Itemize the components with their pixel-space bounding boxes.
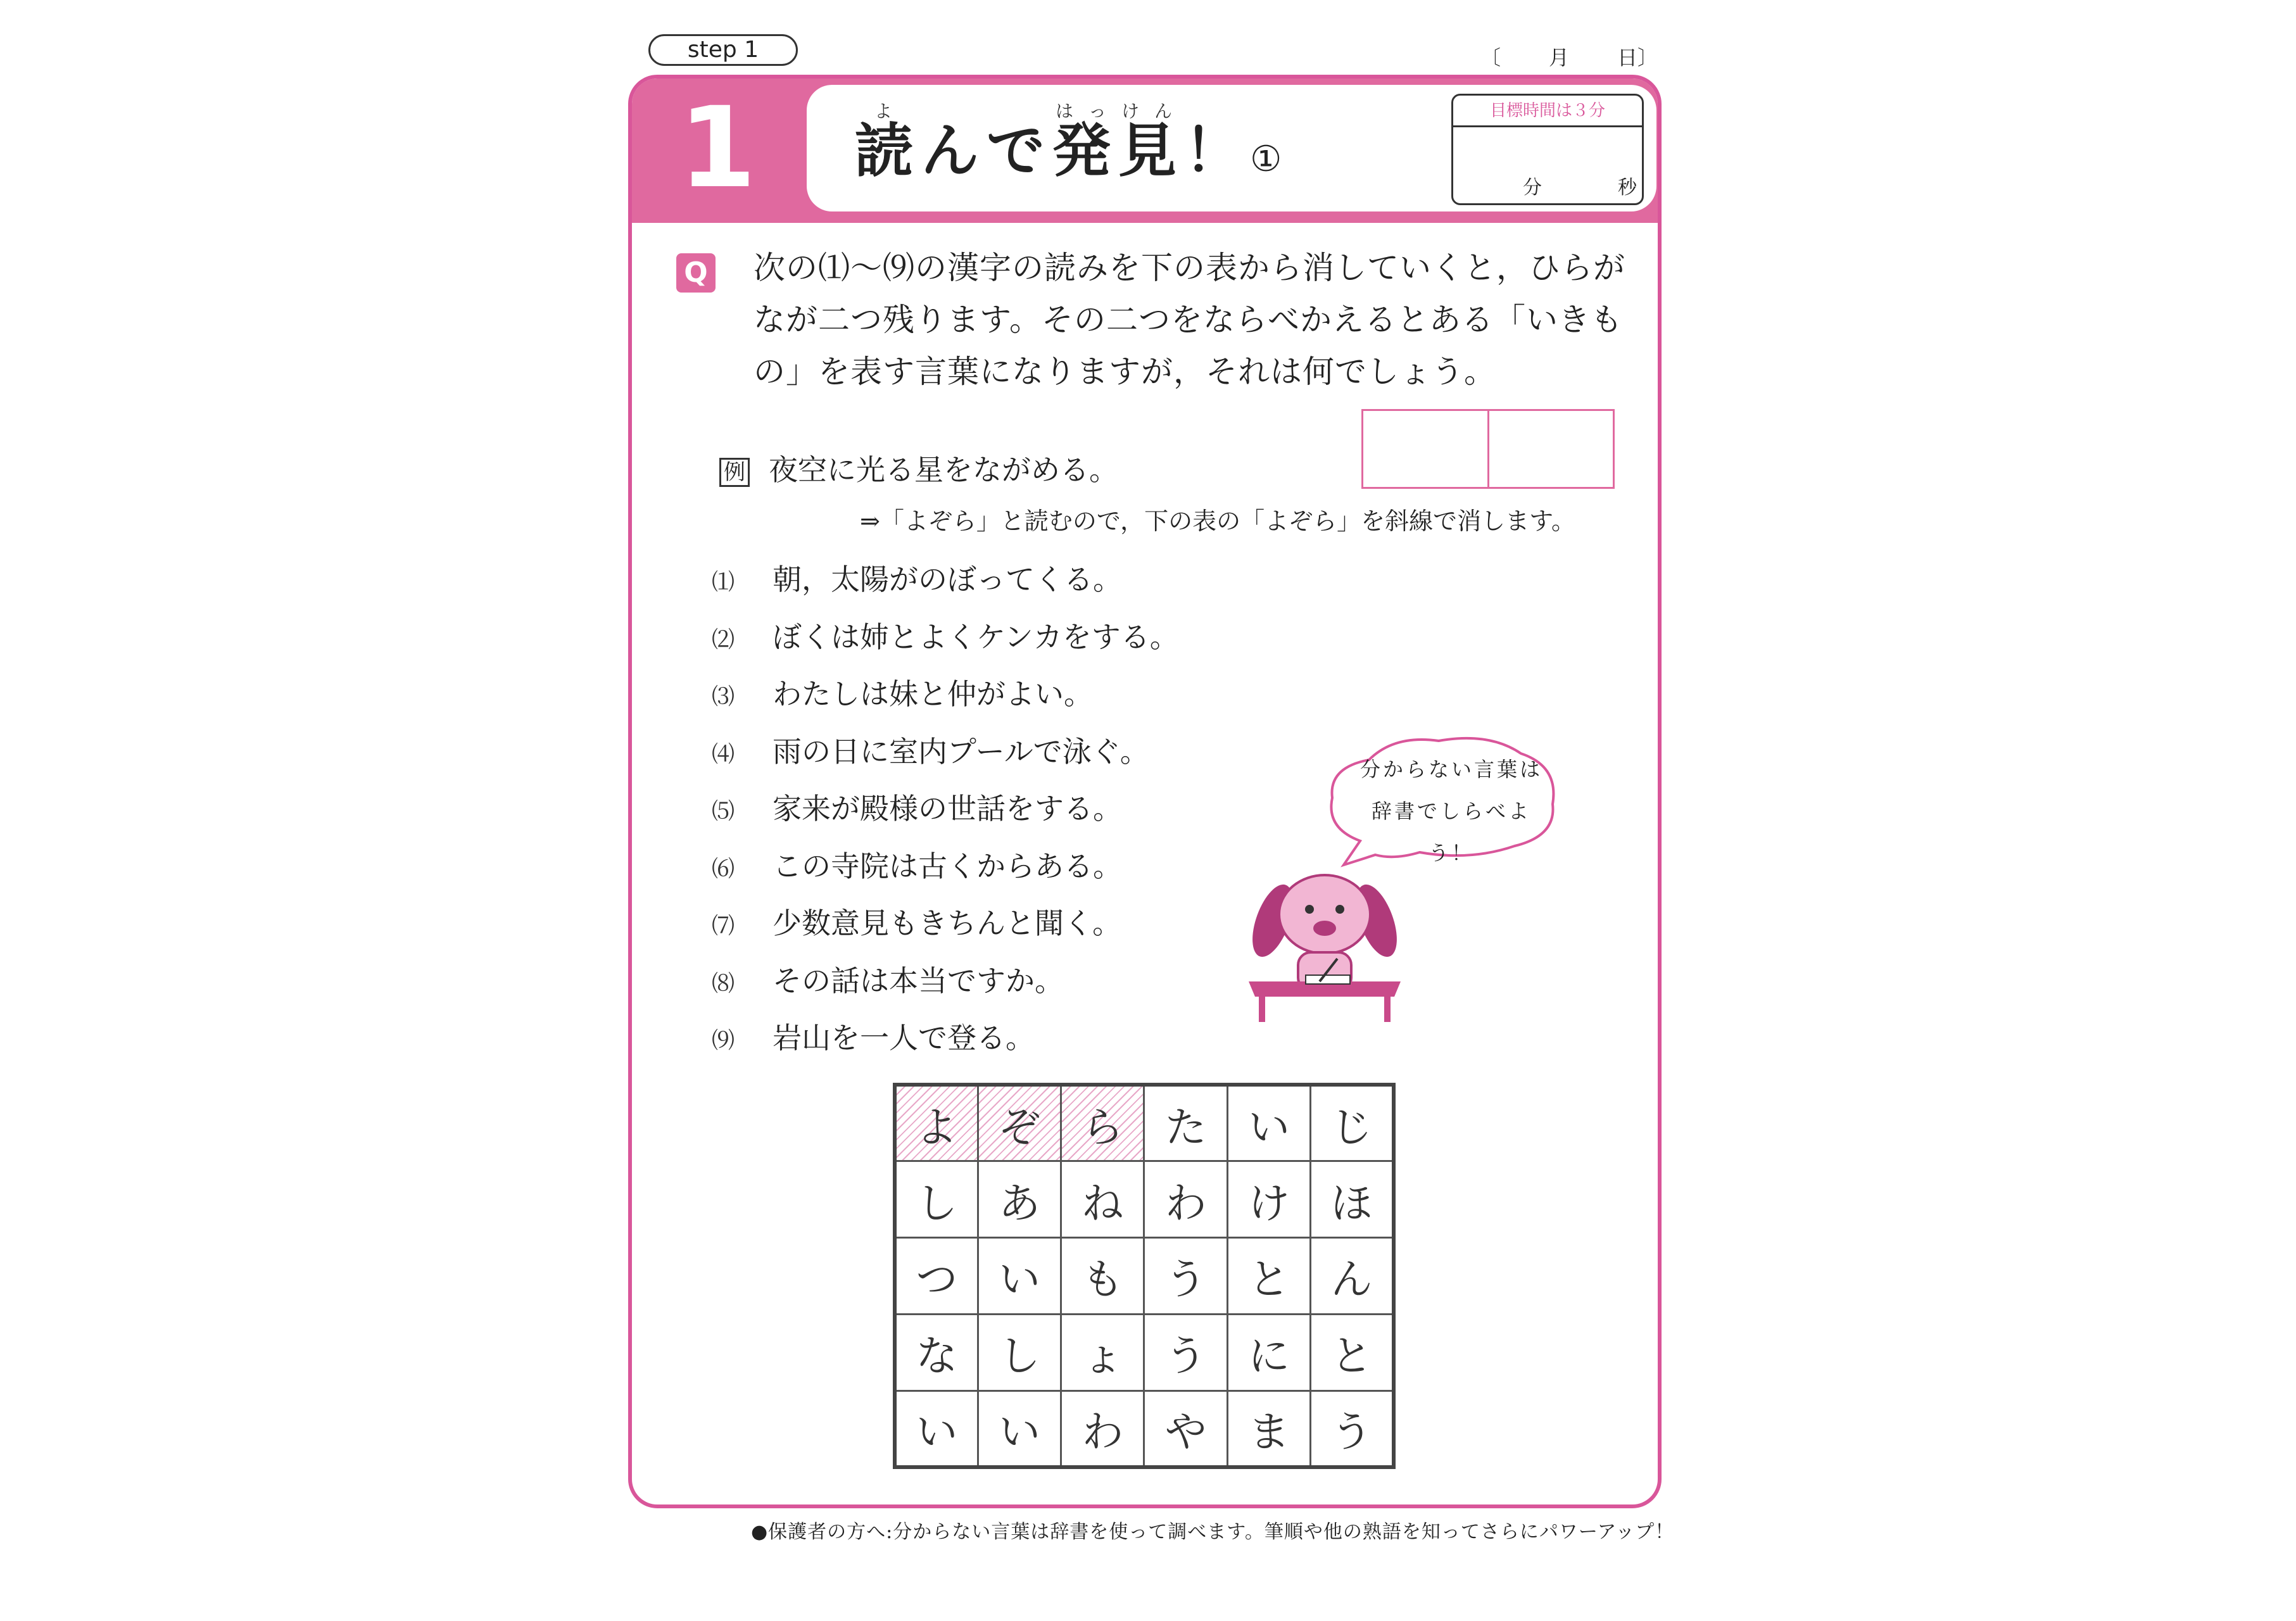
question-line: なが二つ残ります。その二つをならべかえるとある「いきも	[754, 301, 1623, 338]
grid-cell[interactable]: や	[1144, 1391, 1227, 1467]
dog-mascot-icon	[1242, 870, 1407, 1028]
grid-cell[interactable]: も	[1061, 1238, 1144, 1315]
worksheet-frame	[628, 75, 1662, 1508]
grid-cell[interactable]: い	[978, 1391, 1061, 1467]
parent-note: ●保護者の方へ:分からない言葉は辞書を使って調べます。筆順や他の熟語を知ってさらにパワーアップ！	[751, 1521, 1675, 1543]
grid-cell[interactable]: し	[895, 1161, 978, 1238]
answer-boxes[interactable]	[1361, 409, 1615, 489]
grid-cell[interactable]: う	[1144, 1314, 1227, 1391]
grid-cell[interactable]: と	[1227, 1238, 1310, 1315]
grid-cell[interactable]: ま	[1227, 1391, 1310, 1467]
grid-cell[interactable]: ょ	[1061, 1314, 1144, 1391]
grid-cell[interactable]: つ	[895, 1238, 978, 1315]
list-item: ⑻ その話は本当ですか。	[712, 963, 1064, 998]
speech-bubble-text: 分からない言葉は 辞書でしらべよう！	[1359, 757, 1542, 865]
grid-cell[interactable]: う	[1144, 1238, 1227, 1315]
answer-box[interactable]	[1363, 411, 1489, 487]
grid-cell[interactable]: あ	[978, 1161, 1061, 1238]
grid-cell[interactable]: し	[978, 1314, 1061, 1391]
date-field[interactable]	[1480, 42, 1658, 71]
list-item: ⑴ 朝，太陽がのぼってくる。	[712, 562, 1122, 596]
question-text	[754, 242, 1627, 398]
list-item: ⑼ 岩山を一人で登る。	[712, 1021, 1035, 1055]
question-line: 次の⑴〜⑼の漢字の読みを下の表から消していくと，ひらが	[754, 249, 1625, 286]
grid-cell[interactable]: ね	[1061, 1161, 1144, 1238]
target-time-label: 目標時間は３分	[1453, 99, 1642, 127]
grid-cell[interactable]: け	[1227, 1161, 1310, 1238]
grid-cell[interactable]: ら	[1061, 1085, 1144, 1161]
grid-cell[interactable]: ほ	[1311, 1161, 1394, 1238]
target-time-box[interactable]	[1451, 94, 1644, 205]
grid-cell[interactable]: よ	[895, 1085, 978, 1161]
grid-cell[interactable]: と	[1311, 1314, 1394, 1391]
grid-cell[interactable]: い	[1227, 1085, 1310, 1161]
step-label: step 1	[648, 34, 798, 66]
grid-cell[interactable]: わ	[1144, 1161, 1227, 1238]
question-list	[712, 551, 1179, 1067]
list-item: ⑶ わたしは妹と仲がよい。	[712, 677, 1093, 711]
seconds-unit: 秒	[1618, 177, 1637, 199]
date-bracket: 〔	[1480, 46, 1501, 70]
question-icon: Q	[676, 253, 716, 293]
hiragana-grid[interactable]	[893, 1083, 1396, 1469]
lesson-number: 1	[678, 83, 757, 213]
list-item: ⑷ 雨の日に室内プールで泳ぐ。	[712, 734, 1149, 769]
list-item: ⑹ この寺院は古くからある。	[712, 848, 1122, 883]
grid-cell[interactable]: わ	[1061, 1391, 1144, 1467]
date-month-label: 月	[1548, 46, 1569, 70]
grid-cell[interactable]: に	[1227, 1314, 1310, 1391]
grid-cell[interactable]: う	[1311, 1391, 1394, 1467]
grid-cell[interactable]: ん	[1311, 1238, 1394, 1315]
minutes-unit: 分	[1523, 177, 1542, 199]
list-item: ⑸ 家来が殿様の世話をする。	[712, 792, 1122, 826]
list-item: ⑵ ぼくは姉とよくケンカをする。	[712, 619, 1179, 654]
question-line: の」を表す言葉になりますが，それは何でしょう。	[754, 353, 1496, 390]
example-note: ⇒「よぞら」と読むので，下の表の「よぞら」を斜線で消します。	[860, 507, 1576, 535]
list-item: ⑺ 少数意見もきちんと聞く。	[712, 906, 1122, 940]
grid-cell[interactable]: い	[895, 1391, 978, 1467]
grid-cell[interactable]: じ	[1311, 1085, 1394, 1161]
grid-cell[interactable]: い	[978, 1238, 1061, 1315]
example-row	[719, 446, 1118, 494]
answer-box[interactable]	[1489, 411, 1613, 487]
example-sentence: 夜空に光る星をながめる。	[769, 453, 1118, 487]
date-day-label: 日〕	[1617, 46, 1658, 70]
example-badge: 例	[719, 458, 750, 487]
grid-cell[interactable]: な	[895, 1314, 978, 1391]
page-title: 読よんで発見はっけん！①	[855, 101, 1282, 185]
grid-cell[interactable]: た	[1144, 1085, 1227, 1161]
grid-cell[interactable]: ぞ	[978, 1085, 1061, 1161]
